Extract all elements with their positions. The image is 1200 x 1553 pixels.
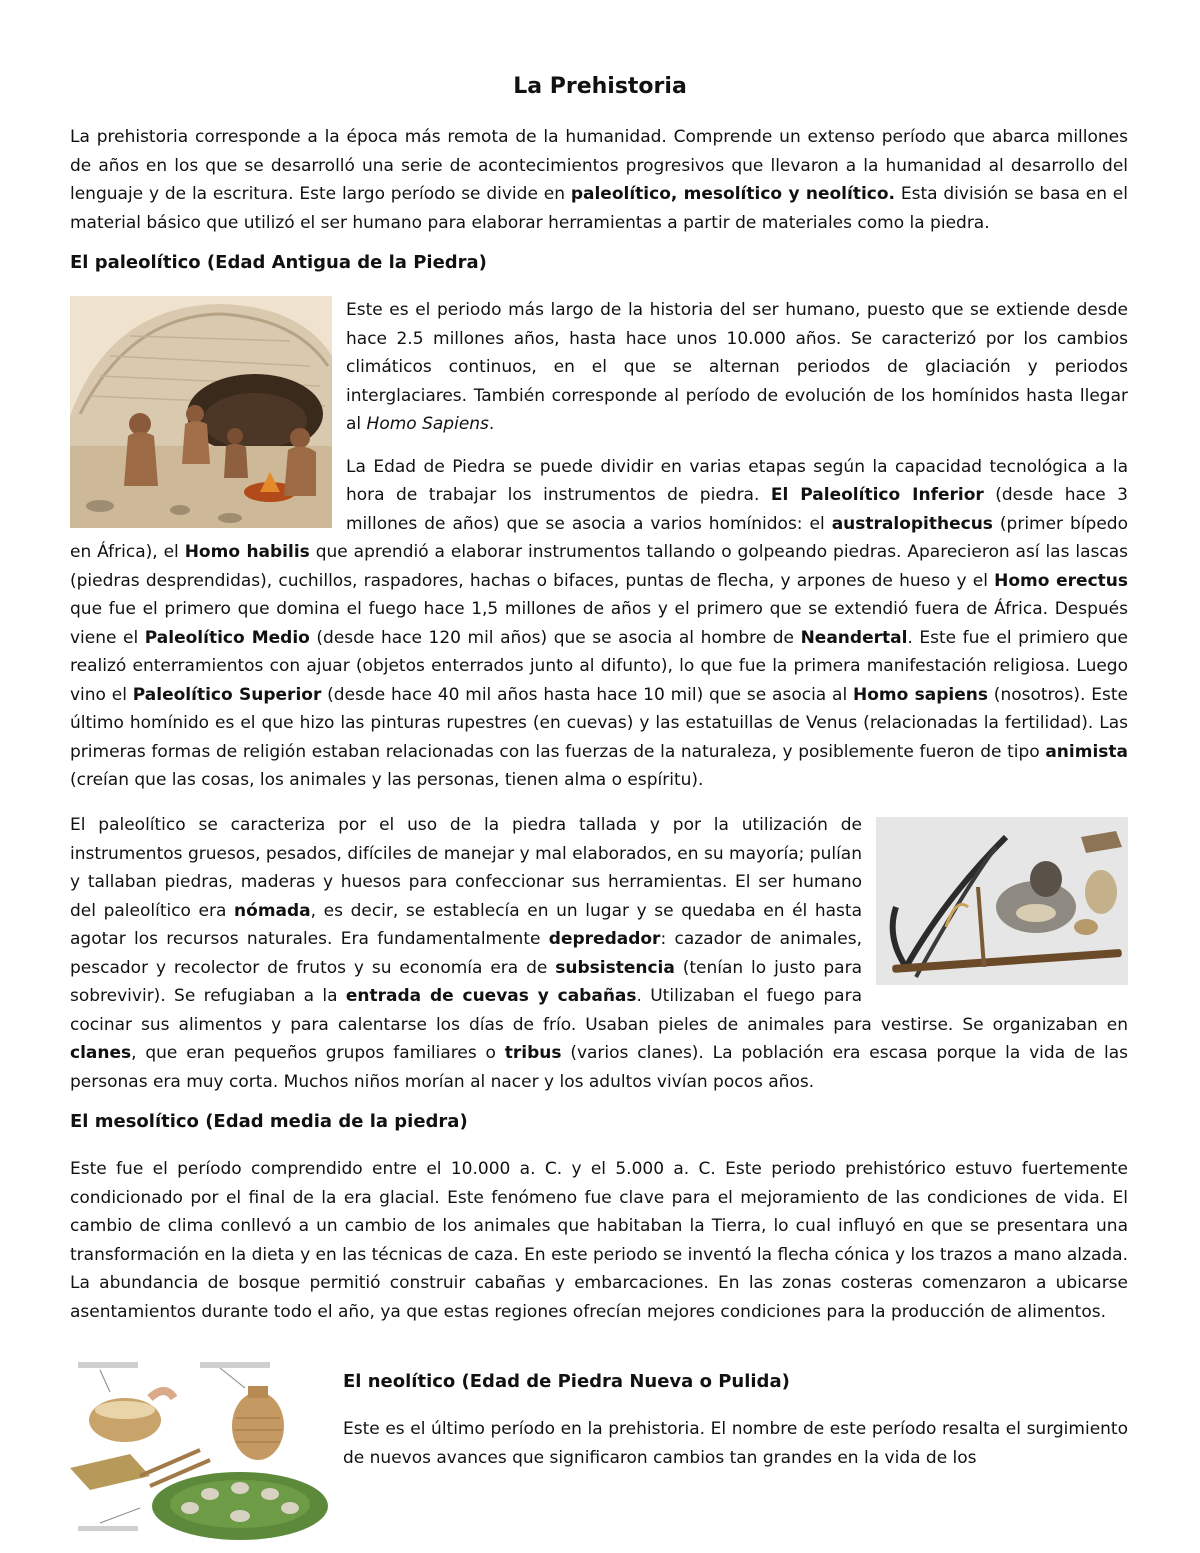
p3-run: : cazador de animales, pescador y recolector de frutos y su economía era de (70, 929, 862, 978)
paleolithic-p3-block (70, 811, 1128, 1096)
intro-text-c: Esta división se basa en el material básico que utilizó el ser humano para elaborar herramientas a partir de materiales como la piedra. (70, 184, 1128, 233)
p3-run: . Utilizaban el fuego para cocinar sus alimentos y para calentarse los días de frío. Usaban pieles de animales para vestirse. Se organizaban en (70, 986, 1128, 1035)
p3-run: (tenían lo justo para sobrevivir). Se refugiaban a la (70, 957, 862, 1006)
p2-run-bold: australopithecus (831, 513, 993, 534)
p3-run-bold: subsistencia (555, 957, 675, 978)
tools-image (876, 817, 1128, 985)
neolithic-heading: El neolítico (Edad de Piedra Nueva o Pulida) (343, 1371, 790, 1392)
p3-run: (varios clanes). La población era escasa porque la vida de las personas era muy corta. Muchos niños morían al nacer y los adultos vivían pocos años. (70, 1043, 1129, 1092)
p3-run-bold: entrada de cuevas y cabañas (345, 986, 637, 1006)
paleolithic-block (70, 296, 1128, 795)
neolithic-image (70, 1358, 332, 1548)
mesolithic-heading: El mesolítico (Edad media de la piedra) (70, 1111, 468, 1132)
p3-run: El paleolítico se caracteriza por el uso de la piedra tallada y por la utilización de instrumentos gruesos, pesados, difíciles de manejar y mal elaborados, en su mayoría; pulían y tallaban piedras, maderas y huesos para confeccionar sus herramientas. El ser humano del paleolítico era (70, 815, 862, 921)
p3-run-bold: clanes (70, 1043, 132, 1063)
p2-run: que fue el primero que domina el fuego hace 1,5 millones de años y el primero que se extendió fuera de África. Después viene el (70, 599, 1128, 648)
p2-run-bold: animista (1045, 741, 1128, 762)
p2-run: (nosotros). Este último homínido es el que hizo las pinturas rupestres (en cuevas) y las estatuillas de Venus (relacionadas la fertilidad). Las primeras formas de religión estaban relacionadas con las fuerzas de la naturaleza, y posiblemente fueron de tipo (70, 684, 1128, 762)
intro-periods-bold: paleolítico, mesolítico y neolítico. (570, 184, 896, 204)
p2-run: que aprendió a elaborar instrumentos tallando o golpeando piedras. Aparecieron así las lascas (piedras desprendidas), cuchillos, raspadores, hachas o bifaces, puntas de flecha, y arpones de hueso y el (70, 542, 1128, 591)
p2-run: . Este fue el primiero que realizó enterramientos con ajuar (objetos enterrados junto al difunto), lo que fue la primera manifestación religiosa. Luego vino el (70, 627, 1129, 705)
neolithic-illustration (70, 1358, 332, 1548)
p2-run-bold: Paleolítico Superior (132, 684, 322, 705)
p3-run: , es decir, se establecía en un lugar y se quedaba en él hasta agotar los recursos naturales. Era fundamentalmente (70, 900, 862, 949)
cave-image (70, 296, 332, 528)
intro-paragraph (70, 123, 1128, 237)
p2-run: (desde hace 40 mil años hasta hace 10 mil) que se asocia al (321, 684, 853, 705)
stone-tools-photo (876, 817, 1128, 985)
paleolithic-heading: El paleolítico (Edad Antigua de la Piedra) (70, 252, 487, 273)
p2-run-bold: Homo sapiens (853, 684, 988, 705)
p2-run: (creían que las cosas, los animales y las personas, tienen alma o espíritu). (70, 770, 704, 790)
paleo-p1-end: . (488, 414, 495, 434)
mesolithic-paragraph: Este fue el período comprendido entre el 10.000 a. C. y el 5.000 a. C. Este periodo prehistórico estuvo fuertemente condicionado por el final de la era glacial. Este fenómeno fue clave para el mejoramiento de las condiciones de vida. El cambio de clima conllevó a un cambio de los animales que habitaban la Tierra, lo cual influyó en que se presentara una transformación en la dieta y en las técnicas de caza. En este periodo se inventó la flecha cónica y los trazos a mano alzada. La abundancia de bosque permitió construir cabañas y embarcaciones. En las zonas costeras comenzaron a ubicarse asentamientos durante todo el año, ya que estas regiones ofrecían mejores condiciones para la producción de alimentos. (70, 1159, 1128, 1322)
p2-run-bold: Neandertal (800, 627, 908, 648)
p2-run-bold: Homo habilis (184, 542, 310, 562)
p3-run: , que eran pequeños grupos familiares o (131, 1043, 505, 1063)
p3-run-bold: depredador (548, 929, 661, 949)
homo-sapiens-italic: Homo Sapiens (366, 414, 489, 434)
p2-run: (primer bípedo en África), el (70, 513, 1128, 562)
p2-run: (desde hace 120 mil años) que se asocia al hombre de (309, 627, 801, 648)
p2-run: (desde hace 3 millones de años) que se asocia a varios homínidos: el (346, 485, 1128, 534)
page-title: La Prehistoria (513, 74, 687, 99)
p2-run-bold: Paleolítico Medio (144, 627, 310, 648)
p2-run-bold: Homo erectus (994, 570, 1128, 591)
intro-text-a: La prehistoria corresponde a la época más remota de la humanidad. Comprende un extenso período que abarca millones de años en los que se desarrolló una serie de acontecimientos progresivos que llevaron a la humanidad al desarrollo del lenguaje y de la escritura. Este largo período se divide en (70, 127, 1128, 204)
p2-run-bold: El Paleolítico Inferior (770, 485, 984, 505)
p2-run: La Edad de Piedra se puede dividir en varias etapas según la capacidad tecnológica a la hora de trabajar los instrumentos de piedra. (346, 456, 1128, 505)
cave-dwellers-illustration (70, 296, 332, 528)
paleo-p1-text: Este es el periodo más largo de la historia del ser humano, puesto que se extiende desde hace 2.5 millones años, hasta hace unos 10.000 años. Se caracterizó por los cambios climáticos continuos, en el que se alternan periodos de glaciación y periodos interglaciares. También corresponde al período de evolución de los homínidos hasta llegar al (346, 300, 1128, 434)
p3-run-bold: nómada (234, 900, 311, 921)
p3-run-bold: tribus (504, 1043, 562, 1063)
neolithic-paragraph: Este es el último período en la prehistoria. El nombre de este período resalta el surgimiento de nuevos avances que significaron cambios tan grandes en la vida de los (343, 1419, 1128, 1468)
